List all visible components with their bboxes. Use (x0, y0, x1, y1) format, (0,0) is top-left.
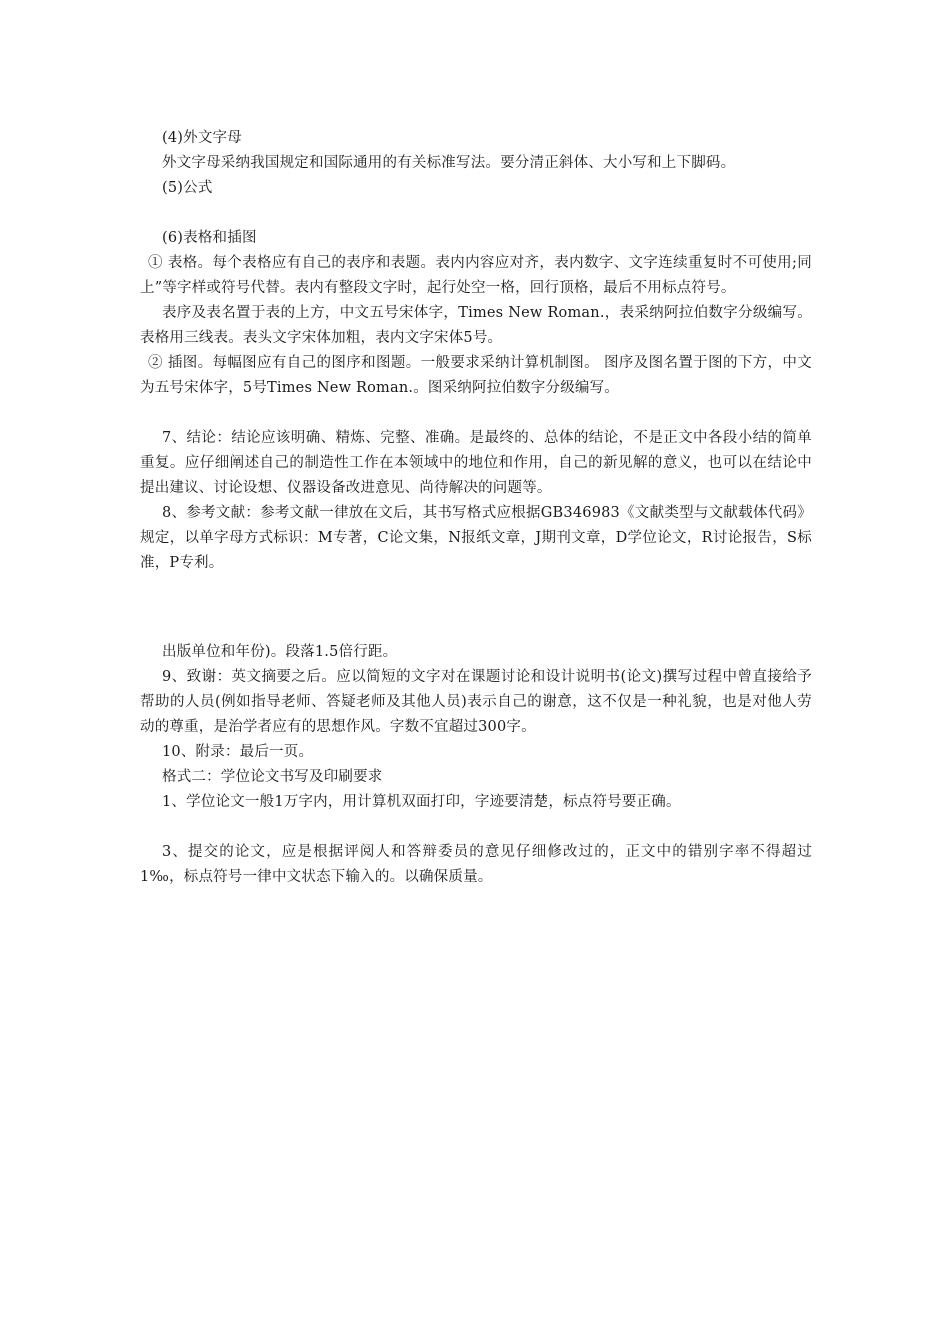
paragraph-publisher-year: 出版单位和年份)。段落1.5倍行距。 (162, 644, 398, 660)
heading-formula: (5)公式 (162, 180, 213, 196)
paragraph-conclusion: 7、结论：结论应该明确、精炼、完整、准确。是最终的、总体的结论，不是正文中各段小结的简单重复。应仔细阐述自己的制造性工作在本领域中的地位和作用，自己的新见解的意义，也可以在结论中提出建议、讨论设想、仪器设备改进意见、尚待解决的问题等。 (140, 430, 812, 496)
paragraph-figures: ② 插图。每幅图应有自己的图序和图题。一般要求采纳计算机制图。 图序及图名置于图的下方，中文为五号宋体字，5号Times New Roman.。图采纳阿拉伯数字分级编写。 (140, 355, 812, 396)
paragraph-table-caption: 表序及表名置于表的上方，中文五号宋体字，Times New Roman.，表采纳阿拉伯数字分级编写。表格用三线表。表头文字宋体加粗，表内文字宋体5号。 (140, 305, 812, 346)
spacer (140, 815, 812, 840)
paragraph-references: 8、参考文献：参考文献一律放在文后，其书写格式应根据GB346983《文献类型与文献载体代码》规定，以单字母方式标识：M专著，C论文集，N报纸文章，J期刊文章，D学位论文，R讨论报告，S标准，P专利。 (140, 505, 812, 571)
heading-tables-figures: (6)表格和插图 (162, 230, 257, 246)
spacer (140, 401, 812, 426)
paragraph-item-one: 1、学位论文一般1万字内，用计算机双面打印，字迹要清楚，标点符号要正确。 (162, 794, 681, 810)
document-body (140, 126, 812, 890)
paragraph-appendix: 10、附录：最后一页。 (162, 744, 314, 760)
heading-foreign-letters: (4)外文字母 (162, 130, 242, 146)
paragraph-item-three: 3、提交的论文，应是根据评阅人和答辩委员的意见仔细修改过的，正文中的错别字率不得超过1‰，标点符号一律中文状态下输入的。以确保质量。 (140, 844, 812, 885)
paragraph-acknowledgements: 9、致谢：英文摘要之后。应以简短的文字对在课题讨论和设计说明书(论文)撰写过程中曾直接给予帮助的人员(例如指导老师、答疑老师及其他人员)表示自己的谢意，这不仅是一种礼貌，也是对他人劳动的尊重，是治学者应有的思想作风。字数不宜超过300字。 (140, 669, 812, 735)
paragraph-format-two: 格式二：学位论文书写及印刷要求 (162, 769, 383, 785)
spacer (140, 201, 812, 226)
paragraph-tables: ① 表格。每个表格应有自己的表序和表题。表内内容应对齐，表内数字、文字连续重复时不可使用;同上”等字样或符号代替。表内有整段文字时，起行处空一格，回行顶格，最后不用标点符号。 (140, 255, 812, 296)
paragraph-foreign-letters: 外文字母采纳我国规定和国际通用的有关标准写法。要分清正斜体、大小写和上下脚码。 (162, 155, 736, 171)
spacer (140, 576, 812, 640)
